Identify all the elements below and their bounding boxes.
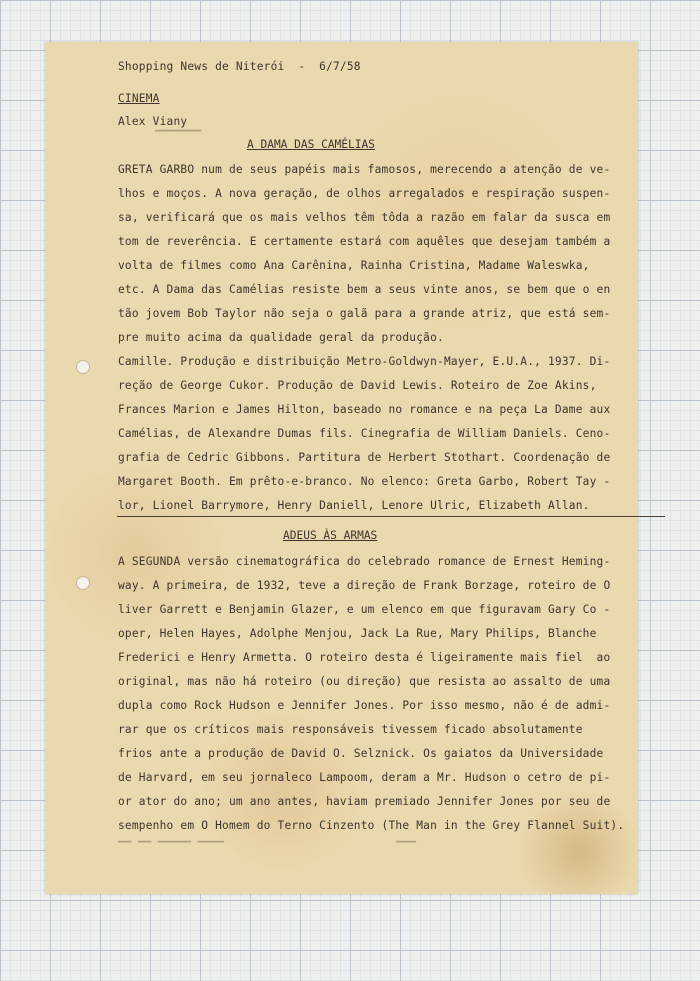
section-label: CINEMA	[118, 92, 160, 105]
binder-hole-bottom	[76, 576, 90, 590]
article2-line: or ator do ano; um ano antes, haviam premiado Jennifer Jones por seu de	[118, 795, 611, 808]
article1-line: pre muito acima da qualidade geral da produção.	[118, 331, 444, 344]
typewritten-page	[45, 42, 638, 894]
article2-line: oper, Helen Hayes, Adolphe Menjou, Jack La Rue, Mary Philips, Blanche	[118, 627, 597, 640]
article2-line: rar que os críticos mais responsáveis tivessem ficado absolutamente	[118, 723, 583, 736]
article2-line: frios ante a produção de David O. Selznick. Os gaiatos da Universidade	[118, 747, 604, 760]
credits-line: Camélias, de Alexandre Dumas fils. Cinegrafia de William Daniels. Ceno-	[118, 427, 611, 440]
faded-typing: ▔▔▔▔▔▔▔	[155, 130, 202, 143]
article1-line: lhos e moços. A nova geração, de olhos arregalados e respiração suspen-	[118, 187, 611, 200]
article2-line: sempenho em O Homem do Terno Cinzento (The Man in the Grey Flannel Suit).	[118, 819, 625, 832]
article2-line: way. A primeira, de 1932, teve a direção de Frank Borzage, roteiro de O	[118, 579, 611, 592]
article2-line: de Harvard, em seu jornaleco Lampoom, deram a Mr. Hudson o cetro de pi-	[118, 771, 611, 784]
article1-line: tom de reverência. E certamente estará com aquêles que desejam também a	[118, 235, 611, 248]
author-name: Alex Viany	[118, 115, 188, 128]
credits-line: lor, Lionel Barrymore, Henry Daniell, Lenore Ulric, Elizabeth Allan.	[118, 499, 590, 512]
cut-off-line: ▔▔ ▔▔ ▔▔▔▔▔ ▔▔▔▔ ▔▔▔	[118, 841, 417, 854]
section-divider	[117, 516, 665, 517]
source-line: Shopping News de Niterói - 6/7/58	[118, 60, 361, 73]
credits-line: Margaret Booth. Em prêto-e-branco. No elenco: Greta Garbo, Robert Tay -	[118, 475, 611, 488]
article2-line: A SEGUNDA versão cinematográfica do celebrado romance de Ernest Heming-	[118, 555, 611, 568]
credits-line: Frances Marion e James Hilton, baseado no romance e na peça La Dame aux	[118, 403, 611, 416]
article2-title: ADEUS ÀS ARMAS	[283, 529, 378, 542]
binder-hole-top	[76, 360, 90, 374]
article1-line: GRETA GARBO num de seus papéis mais famosos, merecendo a atenção de ve-	[118, 163, 611, 176]
credits-line: reção de George Cukor. Produção de David Lewis. Roteiro de Zoe Akins,	[118, 379, 597, 392]
article1-line: volta de filmes como Ana Carênina, Rainha Cristina, Madame Waleswka,	[118, 259, 590, 272]
article2-line: liver Garrett e Benjamin Glazer, e um elenco em que figuravam Gary Co -	[118, 603, 611, 616]
article2-line: original, mas não há roteiro (ou direção) que resista ao assalto de uma	[118, 675, 611, 688]
article1-title: A DAMA DAS CAMÉLIAS	[247, 138, 375, 151]
article1-line: sa, verificará que os mais velhos têm tôda a razão em falar da susca em	[118, 211, 611, 224]
article2-line: dupla como Rock Hudson e Jennifer Jones. Por isso mesmo, não é de admi-	[118, 699, 611, 712]
credits-line: Camille. Produção e distribuição Metro-Goldwyn-Mayer, E.U.A., 1937. Di-	[118, 355, 611, 368]
article1-line: tão jovem Bob Taylor não seja o galã para a grande atriz, que está sem-	[118, 307, 611, 320]
article2-line: Frederici e Henry Armetta. O roteiro desta é ligeiramente mais fiel ao	[118, 651, 611, 664]
article1-line: etc. A Dama das Camélias resiste bem a seus vinte anos, se bem que o en	[118, 283, 611, 296]
credits-line: grafia de Cedric Gibbons. Partitura de Herbert Stothart. Coordenação de	[118, 451, 611, 464]
